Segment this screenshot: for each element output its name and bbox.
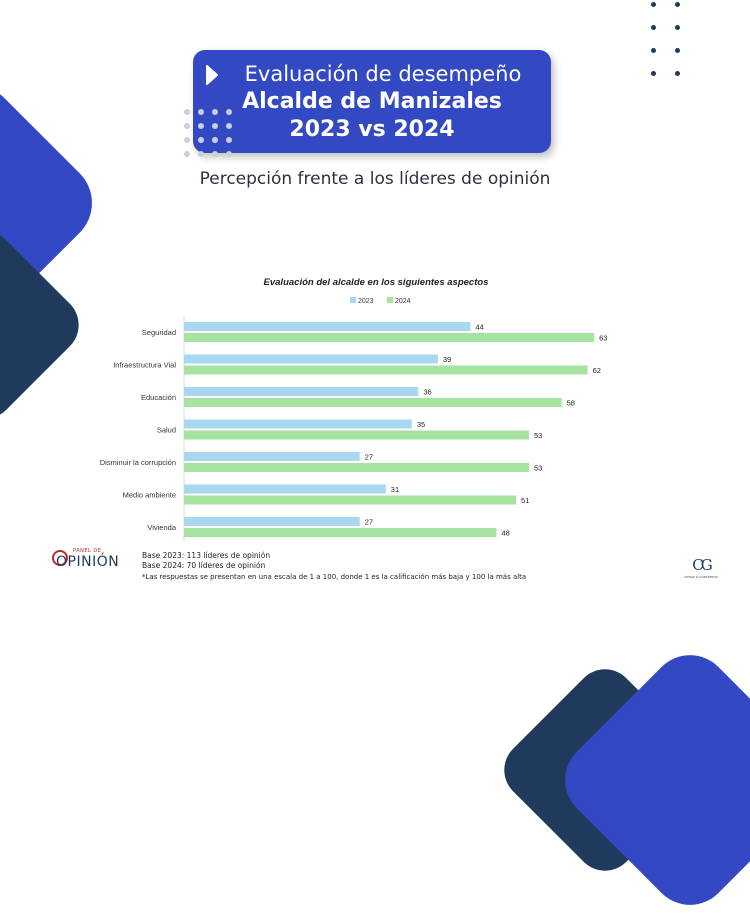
title-line-2: Alcalde de Manizales — [242, 89, 502, 114]
legend-swatch-2024 — [387, 297, 393, 303]
bar-2024 — [184, 496, 516, 505]
category-label: Disminuir la corrupción — [99, 458, 176, 467]
category-label: Medio ambiente — [122, 490, 176, 500]
bar-2023 — [184, 517, 360, 526]
sample-bases — [142, 551, 270, 571]
data-label-2023: 36 — [423, 387, 432, 397]
data-label-2023: 31 — [390, 485, 400, 494]
bar-2023 — [184, 322, 470, 331]
data-label-2024: 53 — [534, 463, 543, 473]
title-line-3: 2023 vs 2024 — [289, 117, 455, 142]
base-2023: Base 2023: 113 líderes de opinión — [142, 551, 271, 560]
bar-2024 — [184, 528, 496, 537]
data-label-2024: 48 — [501, 528, 510, 538]
bar-2024 — [184, 463, 529, 472]
logo-panel-text: OPINIÓN — [56, 554, 120, 570]
category-label: Seguridad — [141, 328, 176, 337]
data-label-2024: 62 — [592, 366, 601, 375]
data-label-2023: 39 — [442, 355, 452, 364]
category-label: Infraestructura Vial — [113, 360, 176, 370]
legend-label-2024: 2024 — [395, 298, 411, 305]
bar-2024 — [184, 366, 588, 375]
data-label-2023: 27 — [364, 517, 374, 527]
page-subtitle: Percepción frente a los líderes de opinión — [199, 169, 551, 189]
legend-label-2023: 2023 — [358, 298, 374, 305]
footnote: *Las respuestas se presentan en una escala de 1 a 100, donde 1 es la calificación más baja y 100 la más alta — [142, 573, 527, 581]
category-label: Salud — [156, 425, 176, 435]
logo-cg-text: CIFRAS & CONCEPTOS — [684, 575, 718, 579]
data-label-2023: 35 — [416, 420, 426, 429]
data-label-2024: 53 — [534, 431, 543, 440]
category-label: Vivienda — [147, 523, 176, 532]
legend-swatch-2023 — [350, 297, 356, 303]
data-label-2024: 51 — [521, 496, 530, 505]
bar-2023 — [184, 452, 360, 461]
bar-2024 — [184, 333, 594, 342]
bar-2024 — [184, 398, 562, 407]
data-label-2023: 44 — [475, 322, 484, 332]
chart-title: Evaluación del alcalde en los siguientes aspectos — [263, 277, 489, 288]
logo-cg-mark: CG — [692, 556, 710, 574]
data-label-2024: 63 — [599, 333, 608, 343]
title-line-1: Evaluación de desempeño — [244, 62, 522, 86]
logo-panel-top-text: PANEL DE — [73, 548, 102, 554]
logo-cifras-conceptos — [683, 556, 719, 586]
data-label-2024: 58 — [566, 398, 575, 408]
bar-2023 — [184, 420, 412, 429]
bar-2023 — [184, 355, 438, 364]
base-2024: Base 2024: 70 líderes de opinión — [142, 561, 266, 570]
data-label-2023: 27 — [364, 452, 374, 462]
bar-2024 — [184, 431, 529, 440]
category-label: Educación — [140, 393, 176, 402]
bar-2023 — [184, 485, 386, 494]
logo-panel-de-opinion — [52, 548, 124, 584]
bar-2023 — [184, 387, 418, 396]
